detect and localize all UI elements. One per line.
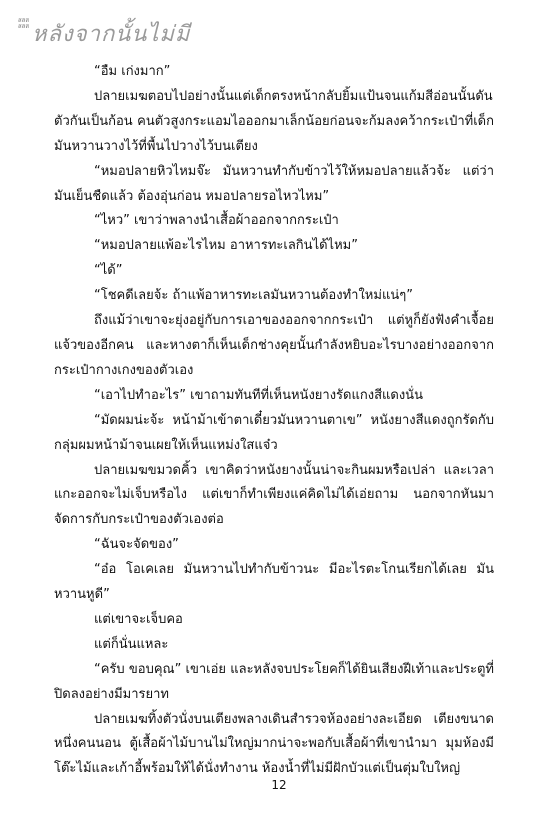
paragraph: ถึงแม้ว่าเขาจะยุ่งอยู่กับการเอาของออกจากกระเป๋า แต่หูก็ยังฟังคำเจื้อยแจ้วของอีกคน และหางตาก็เห็นเด็กช่างคุยนั้นกำลังหยิบอะไรบางอย่างออกจากกระเป๋ากางเกงของตัวเอง (54, 313, 494, 378)
paragraph: ปลายเมฆขมวดคิ้ว เขาคิดว่าหนังยางนั้นน่าจะกินผมหรือเปล่า และเวลาแกะออกจะไม่เจ็บหรือไง แต่เขาก็ทำเพียงแค่คิดไม่ได้เอ่ยถาม นอกจากหันมาจัดการกับกระเป๋าของตัวเองต่อ (54, 462, 494, 528)
paragraph: “ไหว” เขาว่าพลางนำเสื้อผ้าออกจากกระเป๋า (94, 213, 339, 229)
paragraph: แต่ก็นั่นแหละ (94, 636, 169, 652)
logo-small-text: สสส สสส (18, 17, 29, 30)
paragraph: “หมอปลายแพ้อะไรไหม อาหารทะเลกินได้ไหม” (94, 238, 358, 254)
paragraph: “เอาไปทำอะไร” เขาถามทันทีที่เห็นหนังยางรัดแกงสีแดงนั่น (94, 387, 423, 403)
paragraph: ปลายเมฆทิ้งตัวนั่งบนเตียงพลางเดินสำรวจห้องอย่างละเอียด เตียงขนาดหนึ่งคนนอน ตู้เสื้อผ้าไม้บานไม่ใหญ่มากน่าจะพอกับเสื้อผ้าที่เขานำมา มุมห้องมีโต๊ะไม้และเก้าอี้พร้อมให้ได้นั่งทำงาน ห้องน้ำที่ไม่มีฝักบัวแต่เป็นตุ่มใบใหญ่ (54, 711, 494, 777)
body-text (54, 60, 494, 782)
paragraph: “ครับ ขอบคุณ” เขาเอ่ย และหลังจบประโยคก็ได้ยินเสียงฝีเท้าและประตูที่ปิดลงอย่างมีมารยาท (54, 661, 494, 702)
paragraph: “ได้” (94, 263, 123, 279)
paragraph: แต่เขาจะเจ็บคอ (94, 611, 183, 627)
paragraph: “อืม เก่งมาก” (94, 64, 171, 79)
page-number: 12 (271, 778, 287, 792)
header-logo (18, 16, 190, 50)
paragraph: “อ๋อ โอเคเลย มันหวานไปทำกับข้าวนะ มีอะไรตะโกนเรียกได้เลย มันหวานหูดี” (54, 562, 494, 603)
logo-text: หลังจากนั้นไม่มี (32, 22, 191, 47)
paragraph: ปลายเมฆตอบไปอย่างนั้นแต่เด็กตรงหน้ากลับยิ้มแป้นจนแก้มสีอ่อนนั้นดันตัวกันเป็นก้อน คนตัวสูงกระแอมไอออกมาเล็กน้อยก่อนจะก้มลงคว้ากระเป๋าที่เด็กมันหวานวางไว้ที่พื้นไปวางไว้บนเตียง (54, 88, 494, 154)
paragraph: “ฉันจะจัดของ” (94, 537, 179, 553)
paragraph: “หมอปลายหิวไหมจ๊ะ มันหวานทำกับข้าวไว้ให้หมอปลายแล้วจ้ะ แต่ว่ามันเย็นชืดแล้ว ต้องอุ่นก่อน หมอปลายรอไหวไหม” (54, 163, 494, 204)
paragraph: “โชคดีเลยจ้ะ ถ้าแพ้อาหารทะเลมันหวานต้องทำใหม่แน่ๆ” (94, 288, 413, 304)
paragraph: “มัดผมน่ะจ้ะ หน้าม้าเข้าตาเดี๋ยวมันหวานตาเข” หนังยางสีแดงถูกรัดกับกลุ่มผมหน้าม้าจนเผยให้เห็นแหม่งใสแจ๋ว (54, 412, 494, 453)
